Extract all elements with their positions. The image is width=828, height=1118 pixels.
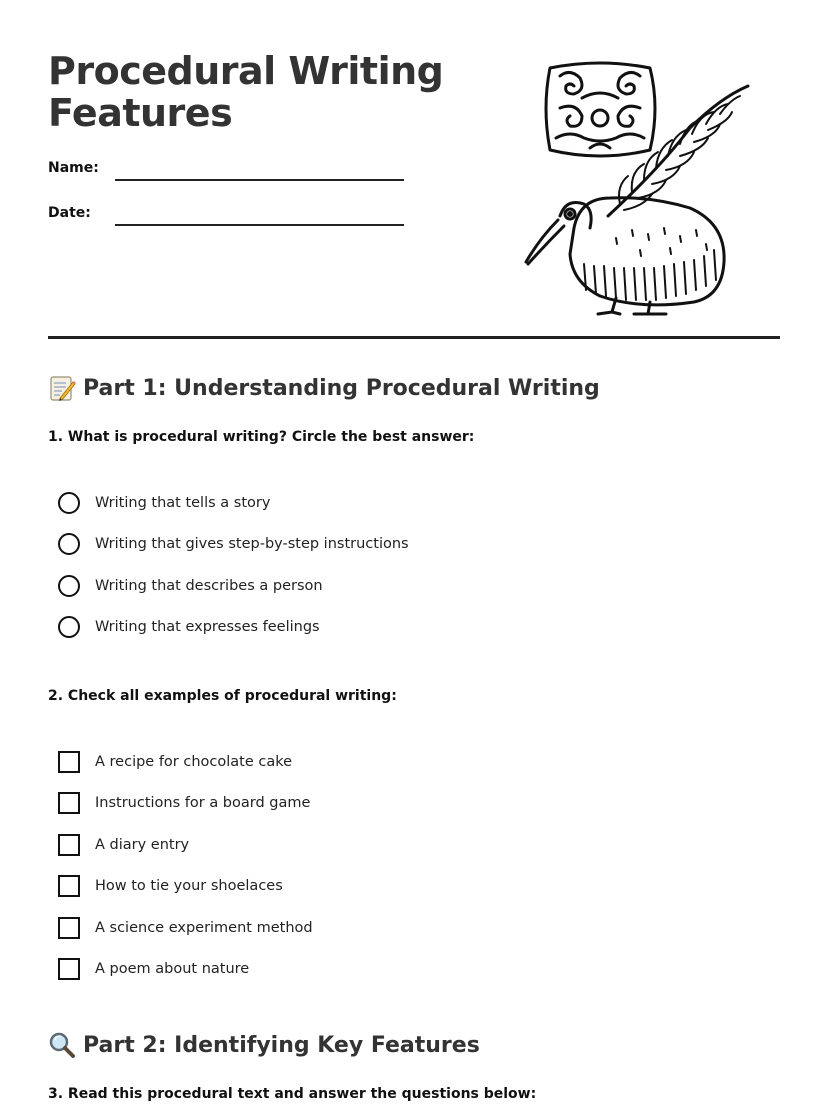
option-label: Writing that expresses feelings bbox=[95, 619, 320, 635]
q1-option-3[interactable] bbox=[58, 574, 323, 598]
kiwi-fern-koru-icon bbox=[520, 58, 756, 316]
title-line-2: Features bbox=[48, 91, 233, 135]
question-3: 3. Read this procedural text and answer the questions below: bbox=[48, 1086, 537, 1102]
checkbox[interactable] bbox=[58, 834, 80, 856]
q1-option-2[interactable] bbox=[58, 532, 409, 556]
q1-option-4[interactable] bbox=[58, 615, 320, 639]
option-label: Writing that gives step-by-step instructions bbox=[95, 536, 409, 552]
question-2: 2. Check all examples of procedural writing: bbox=[48, 688, 397, 704]
option-label: A poem about nature bbox=[95, 961, 250, 977]
q2-option-6[interactable] bbox=[58, 957, 249, 981]
option-label: Writing that tells a story bbox=[95, 495, 271, 511]
radio-circle[interactable] bbox=[58, 533, 80, 555]
name-label: Name: bbox=[48, 160, 99, 176]
checkbox[interactable] bbox=[58, 875, 80, 897]
part1-heading-text: Part 1: Understanding Procedural Writing bbox=[83, 375, 600, 401]
q2-option-1[interactable] bbox=[58, 750, 292, 774]
option-label: A science experiment method bbox=[95, 920, 313, 936]
checkbox[interactable] bbox=[58, 958, 80, 980]
question-1: 1. What is procedural writing? Circle the best answer: bbox=[48, 429, 475, 445]
part1-heading bbox=[48, 372, 600, 404]
radio-circle[interactable] bbox=[58, 492, 80, 514]
option-label: A diary entry bbox=[95, 837, 190, 853]
q2-option-2[interactable] bbox=[58, 791, 310, 815]
magnifying-glass-icon bbox=[48, 1031, 76, 1059]
option-label: Writing that describes a person bbox=[95, 578, 323, 594]
memo-pencil-icon bbox=[48, 374, 76, 402]
checkbox[interactable] bbox=[58, 917, 80, 939]
option-label: How to tie your shoelaces bbox=[95, 878, 283, 894]
radio-circle[interactable] bbox=[58, 616, 80, 638]
part2-heading bbox=[48, 1029, 480, 1061]
title-line-1: Procedural Writing bbox=[48, 49, 444, 93]
q2-option-5[interactable] bbox=[58, 916, 313, 940]
checkbox[interactable] bbox=[58, 751, 80, 773]
q1-option-1[interactable] bbox=[58, 491, 270, 515]
worksheet-title bbox=[48, 50, 468, 134]
name-line[interactable] bbox=[115, 179, 404, 181]
option-label: Instructions for a board game bbox=[95, 795, 311, 811]
radio-circle[interactable] bbox=[58, 575, 80, 597]
date-field[interactable] bbox=[48, 203, 408, 227]
header-divider bbox=[48, 336, 780, 339]
date-line[interactable] bbox=[115, 224, 404, 226]
date-label: Date: bbox=[48, 205, 91, 221]
q2-option-3[interactable] bbox=[58, 833, 189, 857]
option-label: A recipe for chocolate cake bbox=[95, 754, 293, 770]
checkbox[interactable] bbox=[58, 792, 80, 814]
part2-heading-text: Part 2: Identifying Key Features bbox=[83, 1032, 480, 1058]
q2-option-4[interactable] bbox=[58, 874, 283, 898]
name-field[interactable] bbox=[48, 158, 408, 182]
